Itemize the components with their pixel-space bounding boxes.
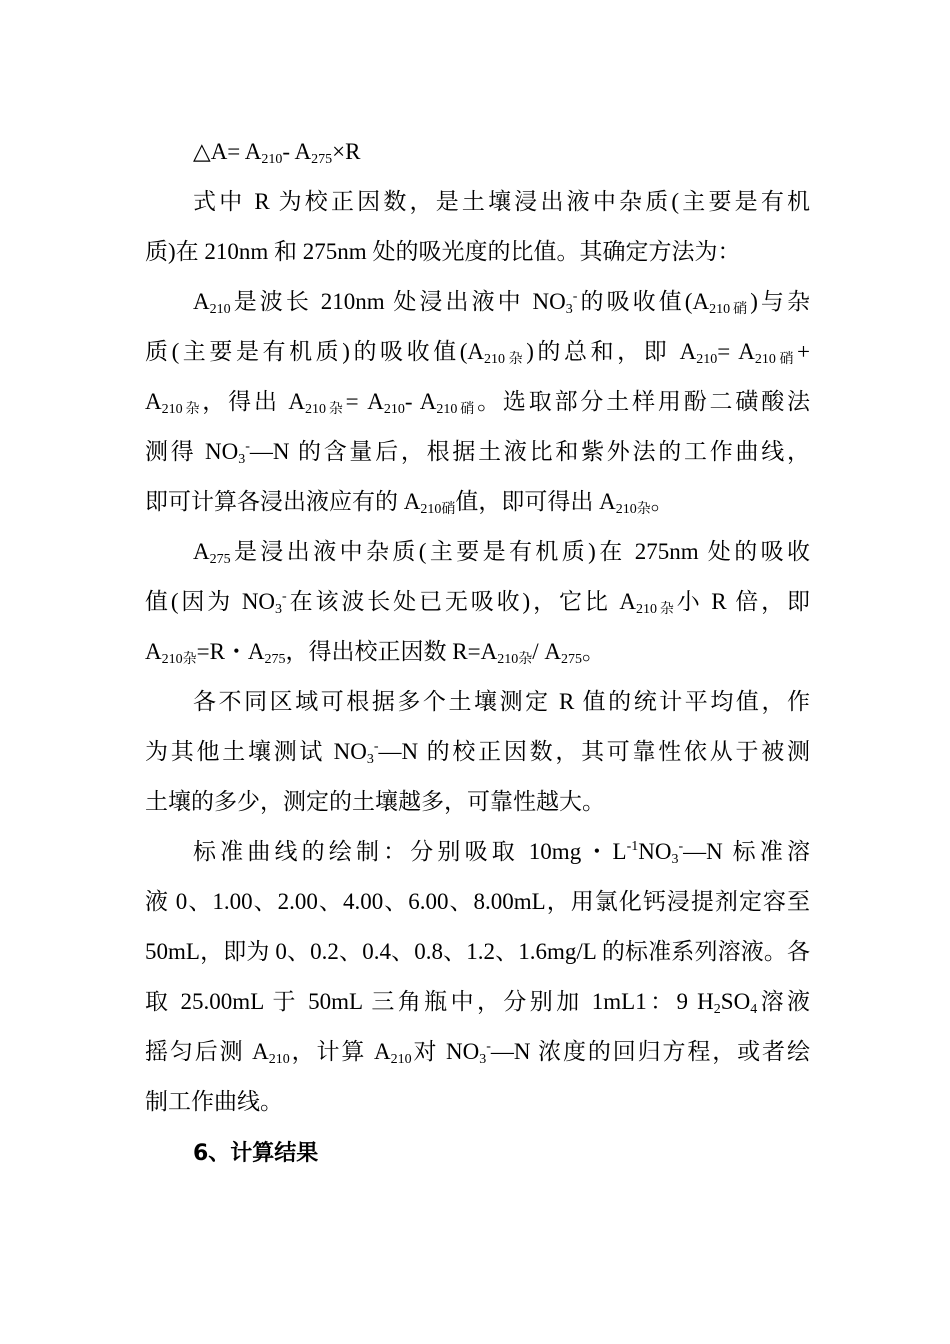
paragraph-4-line-1: 各不同区域可根据多个土壤测定 R 值的统计平均值，作: [193, 689, 810, 714]
paragraph-3-line-1: $A_{275}$是浸出液中杂质(主要是有机质)在 275nm 处的吸收: [193, 539, 810, 567]
paragraph-5-line-2: 液 0、1.00、2.00、4.00、6.00、8.00mL，用氯化钙浸提剂定容至: [145, 889, 810, 914]
paragraph-3-line-3: $A_{210杂}=R$・$A_{275}$，得出校正因数 $R=A_{210杂}/$ $A_{275}$。: [145, 639, 605, 667]
paragraph-2-line-1: $A_{210}$是波长 210nm 处浸出液中 $NO_3^-$的吸收值$(A_{210硝})$与杂: [193, 289, 810, 317]
paragraph-1-line-2: 质)在 210nm 和 275nm 处的吸光度的比值。其确定方法为：: [145, 239, 741, 264]
paragraph-2-line-5: 即可计算各浸出液应有的 $A_{210硝}$值，即可得出 $A_{210杂}$。: [145, 489, 674, 517]
paragraph-5-line-4: 取 25.00mL 于 50mL 三角瓶中，分别加 1mL1：9 $H_2SO_4$溶液: [145, 989, 810, 1017]
paragraph-4-line-2: 为其他土壤测试 $NO_3^-—N$ 的校正因数，其可靠性依从于被测: [145, 739, 810, 767]
paragraph-5-line-5: 摇匀后测 $A_{210}$，计算 $A_{210}$对 $NO_3^-—N$ 浓度的回归方程，或者绘: [145, 1039, 810, 1067]
paragraph-1-line-1: 式中 R 为校正因数，是土壤浸出液中杂质(主要是有机: [193, 189, 810, 214]
document-page: [145, 127, 810, 1179]
paragraph-2-line-2: 质(主要是有机质)的吸收值$(A_{210杂})$的总和，即 $A_{210}= A_{210硝}+$: [145, 339, 811, 367]
section-heading: 6、计算结果: [193, 1141, 319, 1166]
paragraph-5-line-1: 标准曲线的绘制：分别吸取 10mg・$L^{-1}NO_3^-—N$ 标准溶: [193, 839, 810, 867]
paragraph-5-line-3: 50mL，即为 0、0.2、0.4、0.8、1.2、1.6mg/L 的标准系列溶液。各: [145, 939, 810, 964]
paragraph-4-line-3: 土壤的多少，测定的土壤越多，可靠性越大。: [145, 789, 605, 814]
formula-line: △A= $A_{210}-$ $A_{275}\times R$: [193, 139, 361, 167]
paragraph-2-line-3: $A_{210杂}$，得出 $A_{210杂}= A_{210}-$ $A_{210硝}$。选取部分土样用酚二磺酸法: [145, 389, 811, 417]
paragraph-5-line-6: 制工作曲线。: [145, 1089, 283, 1114]
paragraph-2-line-4: 测得 $NO_3^-—N$ 的含量后，根据土液比和紫外法的工作曲线，: [145, 439, 810, 467]
paragraph-3-line-2: 值(因为 $NO_3^-$在该波长处已无吸收)，它比 $A_{210杂}$小 R 倍，即: [145, 589, 810, 617]
